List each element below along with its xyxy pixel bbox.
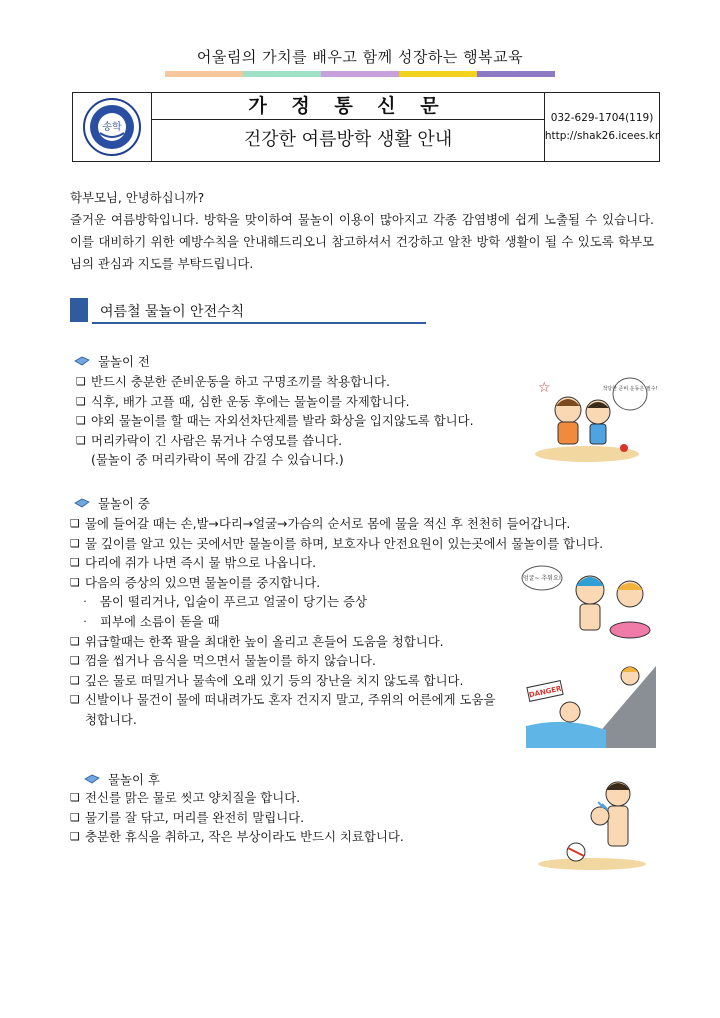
bullet-icon: ·: [83, 595, 87, 609]
color-bar: [399, 71, 477, 77]
checkbox-icon: ❑: [70, 517, 80, 530]
list-item: ❑ 물에 들어갈 때는 손,발→다리→얼굴→가슴의 순서로 몸에 물을 적신 후 천천히 들어갑니다.: [70, 514, 640, 534]
bullet-icon: ·: [83, 614, 87, 628]
speech-bubble-text: 적당한 준비 운동은 필수!: [602, 386, 658, 392]
checkbox-icon: ❑: [76, 433, 86, 447]
before-list: [76, 372, 526, 470]
section-marker: [70, 298, 88, 322]
list-item: ❑ 전신를 맑은 물로 씻고 양치질을 합니다.: [70, 788, 490, 808]
subheading-text: 물놀이 전: [98, 354, 150, 369]
checkbox-icon: ❑: [70, 830, 80, 844]
list-item: ❑ 머리카락이 긴 사람은 묶거나 수영모를 씁니다.: [76, 431, 526, 451]
danger-sign-illustration: [526, 656, 656, 748]
intro-paragraph: [70, 187, 654, 275]
subheading-text: 물놀이 후: [108, 772, 160, 787]
list-item: ❑ 위급할때는 한쪽 팔을 최대한 높이 올리고 흔들어 도움을 청합니다.: [70, 632, 640, 652]
checkbox-icon: ❑: [70, 575, 80, 589]
section-underline: [92, 322, 426, 324]
school-url[interactable]: http://shak26.icees.kr: [544, 130, 660, 142]
school-logo: [73, 93, 152, 161]
shower-children-illustration: [536, 774, 648, 870]
checkbox-icon: ❑: [70, 654, 80, 668]
book-icon: [74, 355, 90, 367]
list-item: ❑ 깊은 물로 떠밀거나 물속에 오래 있기 등의 장난을 치지 않도록 합니다.: [70, 671, 640, 691]
logo-text: 송학: [102, 122, 122, 133]
subheading-during: [74, 494, 150, 512]
checkbox-icon: ❑: [70, 673, 80, 687]
section-title: 여름철 물놀이 안전수칙: [100, 304, 245, 320]
document-type-title: 가 정 통 신 문: [152, 93, 544, 120]
list-item: ❑ 신발이나 물건이 물에 떠내려가도 혼자 건지지 말고, 주위의 어른에게 도움을: [70, 690, 640, 710]
list-note: (물놀이 중 머리카락이 목에 감길 수 있습니다.): [91, 452, 344, 468]
checkbox-icon: ❑: [70, 791, 80, 804]
after-list: [70, 788, 490, 847]
list-item-continuation: 청합니다.: [85, 711, 137, 727]
newsletter-header: [72, 92, 660, 162]
symptom-item: · 몸이 떨리거나, 입술이 푸르고 얼굴이 당기는 증상: [70, 592, 640, 612]
speech-bubble-text: 엄굴~ 추워요!: [522, 575, 562, 582]
intro-body: 즐거운 여름방학입니다. 방학을 맞이하여 물놀이 이용이 많아지고 각종 감염병에 쉽게 노출될 수 있습니다. 이를 대비하기 위한 예방수칙을 안내해드리오니 참고하셔서 건강하고 알찬 방학 생활이 될 수 있도록 학부모님의 관심과 지도를 부탁드립니다.: [70, 212, 654, 271]
danger-sign-text: DANGER: [528, 684, 563, 700]
phone-number: 032-629-1704(119): [550, 112, 654, 124]
list-item: ❑ 물 깊이를 알고 있는 곳에서만 물놀이를 하며, 보호자나 안전요원이 있는곳에서 물놀이를 합니다.: [70, 534, 640, 554]
list-item: ❑ 껌을 씹거나 음식을 먹으면서 물놀이를 하지 않습니다.: [70, 651, 640, 671]
symptom-item: · 피부에 소름이 돋을 때: [70, 612, 640, 632]
subheading-text: 물놀이 중: [98, 496, 150, 511]
section-title-box: [70, 298, 426, 324]
school-motto: 어울림의 가치를 배우고 함께 성장하는 행복교육: [196, 48, 524, 66]
checkbox-icon: ❑: [70, 810, 80, 824]
subheading-before: [74, 352, 150, 370]
warmup-children-illustration: [532, 372, 658, 464]
list-item: ❑ 다리에 쥐가 나면 즉시 물 밖으로 나옵니다.: [70, 553, 640, 573]
color-bar: [321, 71, 399, 77]
checkbox-icon: ❑: [70, 556, 80, 570]
list-item: ❑ 반드시 충분한 준비운동을 하고 구명조끼를 착용합니다.: [76, 372, 526, 392]
checkbox-icon: ❑: [70, 536, 80, 550]
list-item: ❑ 야외 물놀이를 할 때는 자외선차단제를 발라 화상을 입지않도록 합니다.: [76, 411, 526, 431]
checkbox-icon: ❑: [76, 375, 86, 388]
school-emblem-icon: [82, 97, 142, 157]
motto-color-bars: [165, 71, 555, 77]
document-subtitle: 건강한 여름방학 생활 안내: [243, 129, 453, 150]
contact-info: [545, 93, 659, 161]
book-icon: [74, 497, 90, 509]
color-bar: [477, 71, 555, 77]
list-item: ❑ 물기를 잘 닦고, 머리를 완전히 말립니다.: [70, 808, 490, 828]
checkbox-icon: ❑: [70, 693, 80, 707]
book-icon: [84, 773, 100, 785]
subheading-after: [84, 770, 160, 788]
cold-children-illustration: [520, 560, 656, 650]
list-item: ❑ 충분한 휴식을 취하고, 작은 부상이라도 반드시 치료합니다.: [70, 827, 490, 847]
color-bar: [243, 71, 321, 77]
list-item: ❑ 식후, 배가 고플 때, 심한 운동 후에는 물놀이를 자제합니다.: [76, 392, 526, 412]
greeting: 학부모님, 안녕하십니까?: [70, 190, 205, 205]
checkbox-icon: ❑: [76, 414, 86, 428]
list-item: ❑ 다음의 증상의 있으면 물놀이를 중지합니다.: [70, 573, 640, 593]
sound-effect-icon: ☆: [538, 380, 551, 396]
checkbox-icon: ❑: [70, 634, 80, 648]
color-bar: [165, 71, 243, 77]
checkbox-icon: ❑: [76, 394, 86, 408]
